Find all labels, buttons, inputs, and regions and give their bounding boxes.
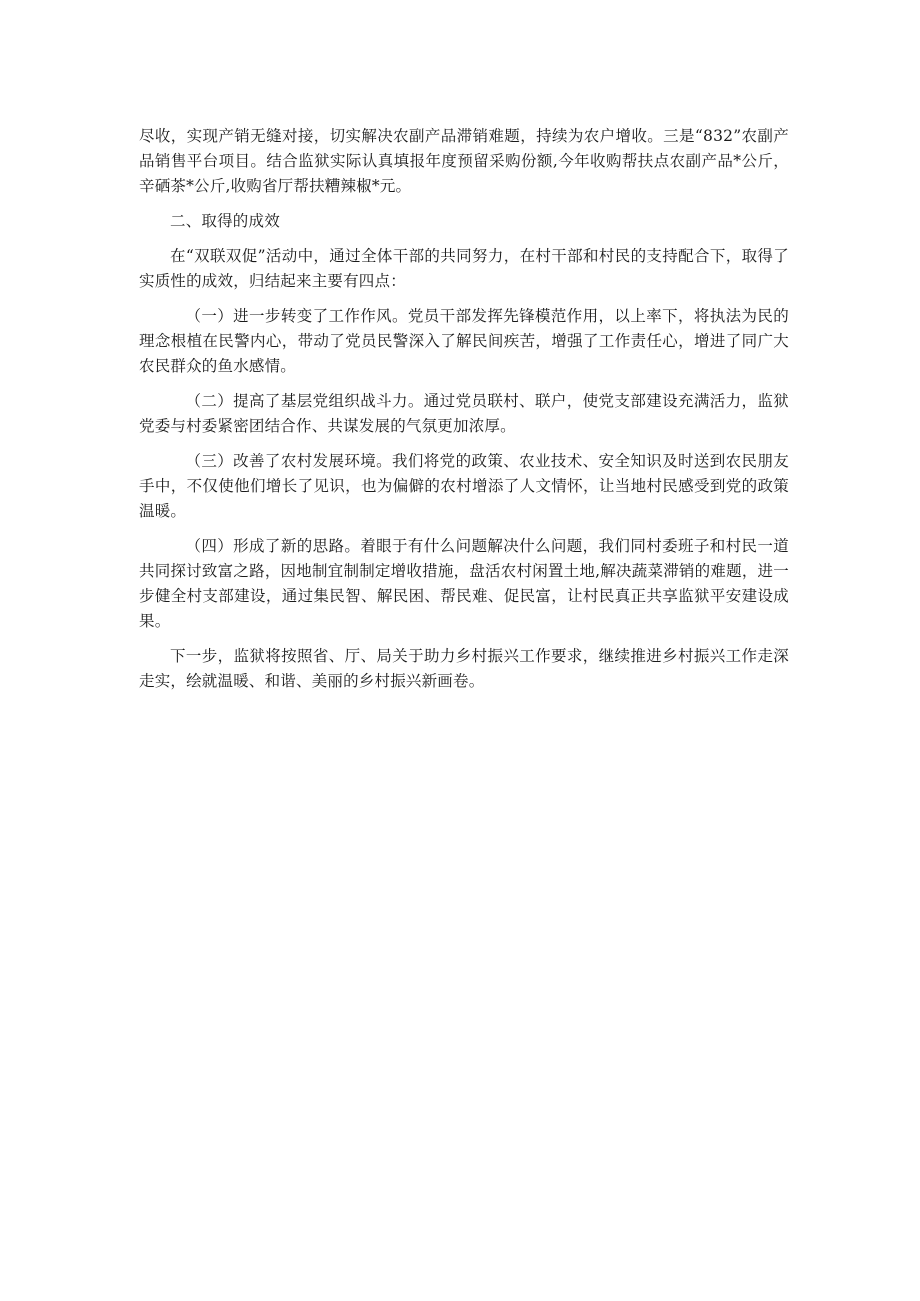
paragraph-results-intro: 在“双联双促”活动中，通过全体干部的共同努力，在村干部和村民的支持配合下，取得了实质性的成效，归结起来主要有四点： — [139, 247, 789, 290]
section-heading-results: 二、取得的成效 — [170, 212, 280, 230]
paragraph-point-3: （三）改善了农村发展环境。我们将党的政策、农业技术、安全知识及时送到农民朋友手中，不仅使他们增长了见识，也为偏僻的农村增添了人文情怀，让当地村民感受到党的政策温暖。 — [139, 452, 789, 520]
paragraph-point-4: （四）形成了新的思路。着眼于有什么问题解决什么问题，我们同村委班子和村民一道共同探讨致富之路，因地制宜制制定增收措施，盘活农村闲置土地,解决蔬菜滞销的难题，进一步健全村支部建设，通过集民智、解民困、帮民难、促民富，让村民真正共享监狱平安建设成果。 — [139, 537, 789, 630]
paragraph-next-step: 下一步，监狱将按照省、厅、局关于助力乡村振兴工作要求，继续推进乡村振兴工作走深走实，绘就温暖、和谐、美丽的乡村振兴新画卷。 — [139, 647, 789, 690]
paragraph-intro: 尽收，实现产销无缝对接，切实解决农副产品滞销难题，持续为农户增收。三是“832”农副产品销售平台项目。结合监狱实际认真填报年度预留采购份额,今年收购帮扶点农副产品*公斤，辛硒茶*公斤,收购省厅帮扶糟辣椒*元。 — [139, 127, 789, 195]
document-page — [139, 124, 789, 704]
paragraph-point-2: （二）提高了基层党组织战斗力。通过党员联村、联户，使党支部建设充满活力，监狱党委与村委紧密团结合作、共谋发展的气氛更加浓厚。 — [139, 392, 789, 435]
paragraph-point-1: （一）进一步转变了工作作风。党员干部发挥先锋模范作用，以上率下，将执法为民的理念根植在民警内心，带动了党员民警深入了解民间疾苦，增强了工作责任心，增进了同广大农民群众的鱼水感情。 — [139, 307, 789, 375]
